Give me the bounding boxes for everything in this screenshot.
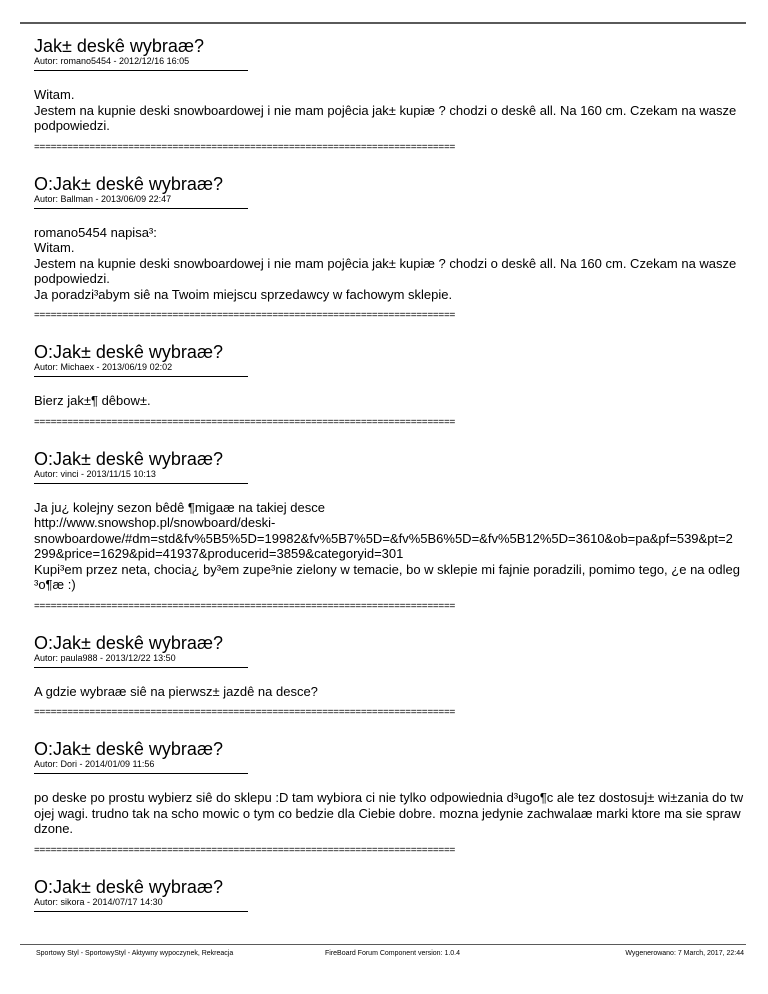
footer-generated-date: Wygenerowano: 7 March, 2017, 22:44 (625, 950, 744, 957)
post-title: Jak± deskê wybraæ? (34, 36, 204, 56)
post-separator: ============================================================================ (34, 844, 456, 856)
post-body: Witam. Jestem na kupnie deski snowboardowej i nie mam pojêcia jak± kupiæ ? chodzi o deskê all. Na 160 cm. Czekam na wasze podpowiedzi. (34, 87, 737, 133)
post-separator: ============================================================================ (34, 141, 456, 153)
meta-divider (34, 483, 248, 484)
post-body: Ja ju¿ kolejny sezon bêdê ¶migaæ na takiej desce http://www.snowshop.pl/snowboard/deski- snowboardowe/#dm=std&fv%5B5%5D=19982&fv%5B7%5D=&fv%5B6%5D=&fv%5B12%5D=3610&ob=pa&pf=539&pt=2 299&price=1629&pid=41937&producerid=3859&categoryid=301 Kupi³em przez neta, chocia¿ by³em zupe³nie zielony w temacie, bo w sklepie mi fajnie poradzili, pomimo tego, ¿e na odleg³o¶æ :) (34, 499, 740, 592)
forum-thread (34, 36, 744, 932)
forum-post (34, 633, 744, 720)
post-title: O:Jak± deskê wybraæ? (34, 876, 223, 897)
footer-component-version: FireBoard Forum Component version: 1.0.4 (325, 950, 461, 957)
post-author-date: Autor: Michaex - 2013/06/19 02:02 (34, 362, 173, 372)
post-title: O:Jak± deskê wybraæ? (34, 448, 223, 469)
meta-divider (34, 208, 248, 209)
meta-divider (34, 376, 248, 377)
post-author-date: Autor: vinci - 2013/11/15 10:13 (34, 468, 156, 479)
forum-post (34, 342, 744, 429)
top-rule (20, 22, 746, 24)
forum-post (34, 174, 744, 323)
post-separator: ============================================================================ (34, 310, 456, 321)
post-title: O:Jak± deskê wybraæ? (34, 632, 223, 653)
forum-post (34, 877, 744, 912)
forum-post (34, 739, 744, 857)
post-separator: ============================================================================ (34, 600, 456, 612)
post-body: po deske po prostu wybierz siê do sklepu :D tam wybiora ci nie tylko odpowiednia d³ugo¶c ale tez dostosuj± wi±zania do twojej wagi. trudno tak na scho mowic o tym co bedzie dla Ciebie dobre. mozna jedynie zachwalaæ marki ktore ma sie sprawdzone. (34, 790, 744, 836)
post-author-date: Autor: Ballman - 2013/06/09 22:47 (34, 193, 172, 204)
forum-post (34, 36, 744, 154)
post-title: O:Jak± deskê wybraæ? (34, 739, 223, 759)
post-body: A gdzie wybraæ siê na pierwsz± jazdê na desce? (34, 683, 318, 699)
post-body: Bierz jak±¶ dêbow±. (34, 393, 151, 408)
footer-rule (20, 944, 746, 945)
meta-divider (34, 70, 248, 71)
meta-divider (34, 911, 248, 912)
post-title: O:Jak± deskê wybraæ? (34, 173, 223, 194)
post-body: romano5454 napisa³: Witam. Jestem na kupnie deski snowboardowej i nie mam pojêcia jak± kupiæ ? chodzi o deskê all. Na 160 cm. Czekam na wasze podpowiedzi. Ja poradzi³abym siê na Twoim miejscu sprzedawcy w fachowym sklepie. (34, 224, 737, 302)
post-title: O:Jak± deskê wybraæ? (34, 342, 223, 362)
post-author-date: Autor: paula988 - 2013/12/22 13:50 (34, 652, 176, 663)
forum-post (34, 449, 744, 613)
footer-site-name: Sportowy Styl - SportowyStyl - Aktywny wypoczynek, Rekreacja (36, 950, 234, 957)
post-separator: ============================================================================ (34, 707, 456, 718)
post-author-date: Autor: Dori - 2014/01/09 11:56 (34, 759, 155, 769)
post-author-date: Autor: romano5454 - 2012/12/16 16:05 (34, 56, 190, 66)
post-separator: ============================================================================ (34, 416, 456, 428)
meta-divider (34, 773, 248, 774)
post-author-date: Autor: sikora - 2014/07/17 14:30 (34, 896, 163, 907)
meta-divider (34, 667, 248, 668)
